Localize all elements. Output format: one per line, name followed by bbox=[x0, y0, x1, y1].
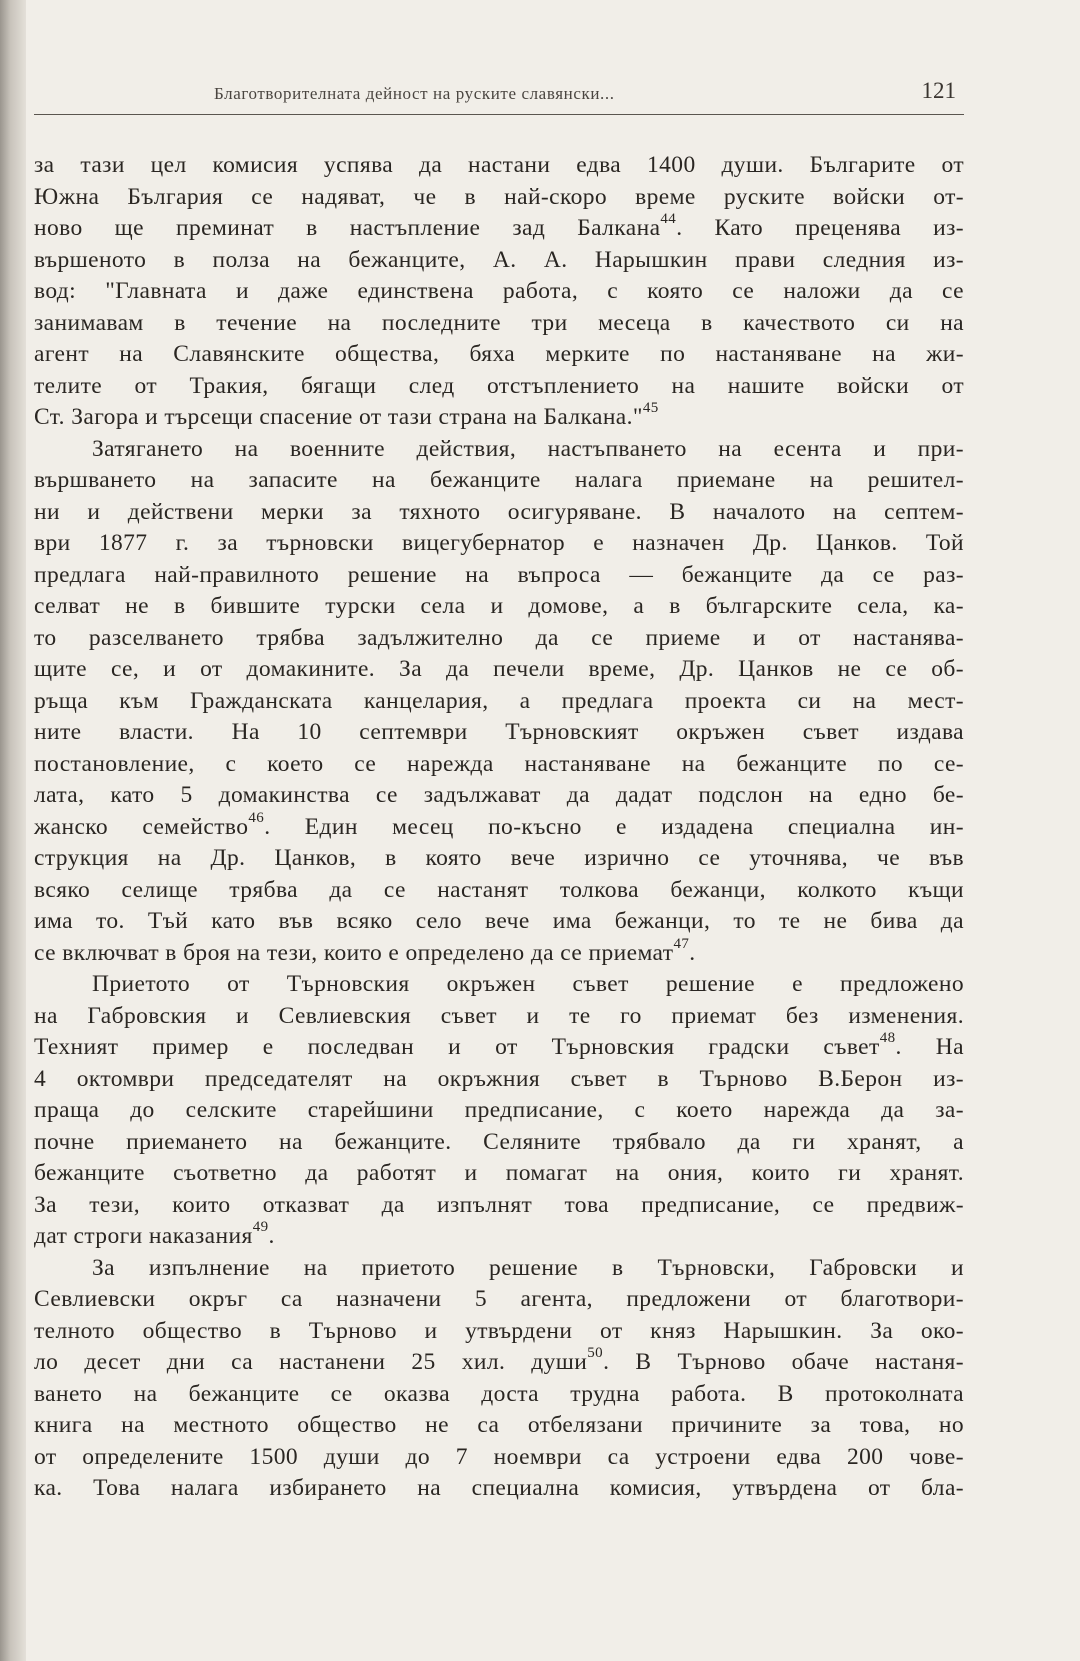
text-line bbox=[34, 182, 964, 214]
text-line bbox=[34, 1284, 964, 1316]
line-text: Техният пример е последван и от Търновския градски съвет bbox=[34, 1034, 880, 1060]
line-text: предлага най-правилното решение на въпроса — бежанците да се раз- bbox=[34, 561, 964, 588]
text-line bbox=[34, 1064, 964, 1096]
text-line bbox=[34, 402, 964, 434]
line-text: селват не в бившите турски села и домове, а в българските села, ка- bbox=[34, 593, 964, 619]
book-spine-shadow bbox=[0, 0, 26, 1661]
line-text: 4 октомври председателят на окръжния съвет в Търново В.Берон из- bbox=[34, 1065, 964, 1092]
text-line bbox=[34, 969, 964, 1001]
text-line bbox=[34, 150, 964, 182]
text-line bbox=[34, 809, 964, 844]
line-text: на Габровския и Севлиевския съвет и те го приемат без изменения. bbox=[34, 1002, 964, 1029]
line-text: ните власти. На 10 септември Търновският окръжен съвет издава bbox=[34, 719, 964, 745]
line-text-after-footnote: . Един месец по-късно е издадена специална ин- bbox=[264, 813, 964, 840]
line-text: ването на бежанците се оказва доста трудна работа. В протоколната bbox=[34, 1380, 964, 1407]
body-text bbox=[34, 150, 964, 1505]
text-line bbox=[34, 1127, 964, 1159]
footnote-marker: 44 bbox=[660, 211, 677, 228]
footnote-marker: 48 bbox=[879, 1030, 896, 1047]
line-text: има то. Тъй като във всяко село вече има бежанци, то те не бива да bbox=[34, 908, 964, 934]
line-text: постановление, с което се нарежда настаняване на бежанците по се- bbox=[34, 750, 964, 777]
line-text-after-footnote: . bbox=[689, 939, 696, 966]
line-text: всяко селище трябва да се настанят толкова бежанци, колкото къщи bbox=[34, 876, 964, 903]
page-number: 121 bbox=[921, 78, 956, 103]
line-text-after-footnote: . На bbox=[895, 1034, 964, 1060]
text-line bbox=[34, 686, 964, 718]
line-text: дат строги наказания bbox=[34, 1223, 253, 1249]
line-text: агент на Славянските общества, бяха мерките по настаняване на жи- bbox=[34, 341, 964, 367]
text-line bbox=[34, 1158, 964, 1190]
text-line bbox=[34, 654, 964, 686]
line-text: от определените 1500 души до 7 ноември са устроени едва 200 чове- bbox=[34, 1443, 964, 1470]
line-text: бежанците съответно да работят и помагат на ония, които ги хранят. bbox=[34, 1160, 964, 1186]
text-line bbox=[34, 1001, 964, 1033]
line-text: Севлиевски окръг са назначени 5 агента, предложени от благотвори- bbox=[34, 1286, 964, 1312]
text-line bbox=[34, 843, 964, 875]
text-line bbox=[34, 497, 964, 529]
text-line bbox=[34, 1379, 964, 1411]
text-line bbox=[34, 1442, 964, 1474]
line-text: жанско семейство bbox=[34, 813, 249, 840]
line-text: вършеното в полза на бежанците, А. А. Нарышкин прави следния из- bbox=[34, 246, 964, 273]
text-line bbox=[34, 339, 964, 371]
paragraph bbox=[34, 969, 964, 1253]
text-line bbox=[34, 623, 964, 655]
running-header bbox=[34, 78, 964, 112]
line-text: ло десет дни са настанени 25 хил. души bbox=[34, 1349, 588, 1375]
line-text: За изпълнение на приетото решение в Търновски, Габровски и bbox=[92, 1254, 964, 1281]
line-text: ври 1877 г. за търновски вицегубернатор е назначен Др. Цанков. Той bbox=[34, 530, 964, 556]
line-text: книга на местното общество не са отбелязани причините за това, но bbox=[34, 1412, 964, 1438]
text-line bbox=[34, 1032, 964, 1064]
text-line bbox=[34, 465, 964, 497]
text-line bbox=[34, 1347, 964, 1379]
text-line bbox=[34, 276, 964, 308]
line-text: ново ще преминат в настъпление зад Балкана bbox=[34, 215, 661, 241]
line-text: вършването на запасите на бежанците налага приемане на решител- bbox=[34, 467, 964, 493]
text-line bbox=[34, 717, 964, 749]
text-line bbox=[34, 591, 964, 623]
paragraph bbox=[34, 150, 964, 434]
text-line bbox=[34, 371, 964, 403]
line-text: Южна България се надяват, че в най-скоро време руските войски от- bbox=[34, 183, 964, 210]
line-text: щите се, и от домакините. За да печели време, Др. Цанков не се об- bbox=[34, 656, 964, 682]
line-text: ни и действени мерки за тяхното осигуряване. В началото на септем- bbox=[34, 498, 964, 525]
text-line bbox=[34, 213, 964, 245]
text-line bbox=[34, 1473, 964, 1505]
line-text: се включват в броя на тези, които е определено да се приемат bbox=[34, 939, 674, 966]
text-line bbox=[34, 1253, 964, 1285]
text-line bbox=[34, 1316, 964, 1348]
line-text-after-footnote: . Като преценява из- bbox=[676, 215, 964, 241]
paragraph bbox=[34, 434, 964, 970]
text-line bbox=[34, 528, 964, 560]
line-text: Затягането на военните действия, настъпването на есента и при- bbox=[92, 435, 964, 462]
running-title: Благотворителната дейност на руските славянски... bbox=[214, 84, 615, 103]
line-text: Приетото от Търновския окръжен съвет решение е предложено bbox=[92, 971, 964, 997]
line-text-after-footnote: . bbox=[268, 1223, 275, 1249]
footnote-marker: 45 bbox=[642, 400, 659, 417]
footnote-marker: 50 bbox=[587, 1345, 604, 1362]
text-line bbox=[34, 780, 964, 812]
line-text: почне приемането на бежанците. Селяните трябвало да ги хранят, а bbox=[34, 1128, 964, 1155]
line-text: Ст. Загора и търсещи спасение от тази страна на Балкана." bbox=[34, 404, 643, 430]
line-text: занимавам в течение на последните три месеца в качеството си на bbox=[34, 309, 964, 336]
text-line bbox=[34, 308, 964, 340]
footnote-marker: 49 bbox=[252, 1219, 269, 1236]
text-line bbox=[34, 935, 964, 970]
line-text: струкция на Др. Цанков, в която вече изрично се уточнява, че във bbox=[34, 845, 964, 871]
footnote-marker: 47 bbox=[673, 935, 690, 952]
line-text: телното общество в Търново и утвърдени от княз Нарышкин. За око- bbox=[34, 1317, 964, 1344]
text-line bbox=[34, 906, 964, 938]
line-text: ръща към Гражданската канцелария, а предлага проекта си на мест- bbox=[34, 687, 964, 714]
line-text: телите от Тракия, бягащи след отстъплението на нашите войски от bbox=[34, 372, 964, 399]
line-text: За тези, които отказват да изпълнят това предписание, се предвиж- bbox=[34, 1191, 964, 1218]
line-text: ка. Това налага избирането на специална комисия, утвърдена от бла- bbox=[34, 1475, 964, 1501]
text-line bbox=[34, 560, 964, 592]
line-text-after-footnote: . В Търново обаче настаня- bbox=[603, 1349, 964, 1375]
text-line bbox=[34, 749, 964, 781]
footnote-marker: 46 bbox=[248, 809, 265, 826]
header-rule bbox=[34, 114, 964, 115]
paragraph bbox=[34, 1253, 964, 1505]
line-text: вод: "Главната и даже единствена работа, с която се наложи да се bbox=[34, 278, 964, 304]
text-line bbox=[34, 245, 964, 277]
line-text: за тази цел комисия успява да настани едва 1400 души. Българите от bbox=[34, 152, 964, 178]
line-text: то разселването трябва задължително да се приеме и от настанява- bbox=[34, 624, 964, 651]
line-text: праща до селските старейшини предписание, с което нарежда да за- bbox=[34, 1097, 964, 1123]
text-line bbox=[34, 1221, 964, 1253]
text-line bbox=[34, 1190, 964, 1222]
line-text: лата, като 5 домакинства се задължават да дадат подслон на едно бе- bbox=[34, 782, 964, 808]
text-line bbox=[34, 875, 964, 907]
text-line bbox=[34, 434, 964, 466]
text-line bbox=[34, 1095, 964, 1127]
text-line bbox=[34, 1410, 964, 1442]
